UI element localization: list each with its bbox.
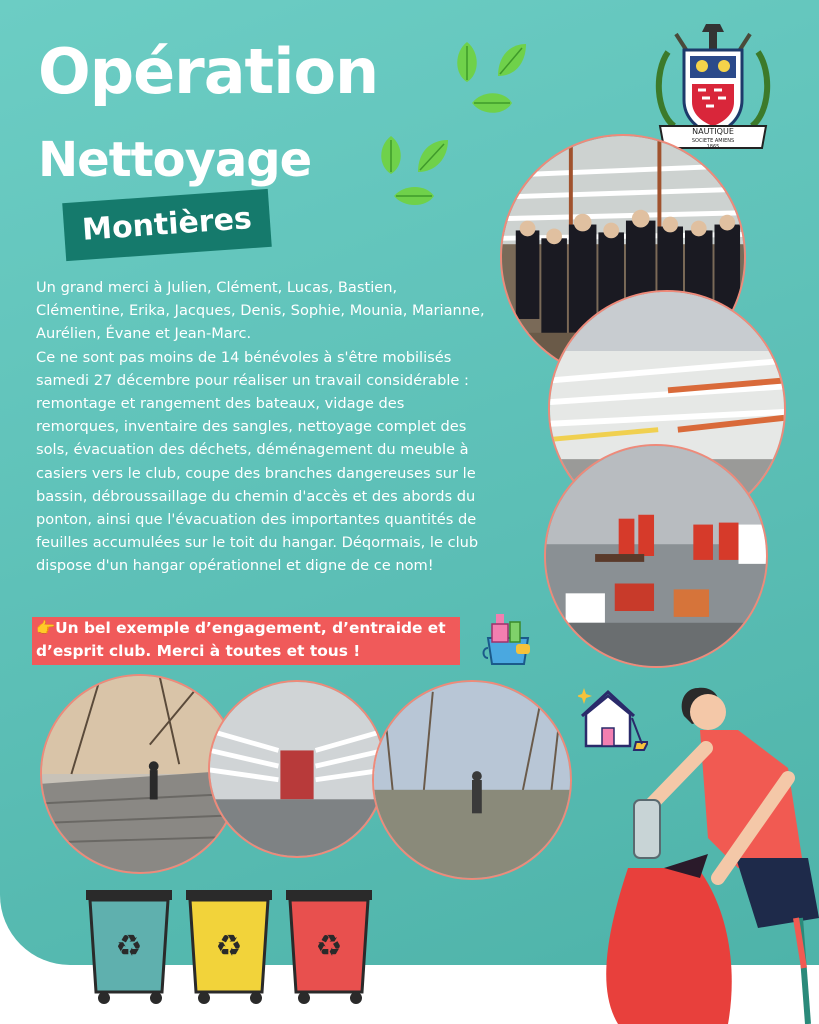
recycle-bin-red	[286, 890, 372, 1004]
photo-hangar-interior	[208, 680, 386, 858]
cleaning-supplies-icon	[480, 608, 536, 668]
crest-banner: NAUTIQUE	[692, 127, 734, 136]
leaf-icon	[452, 40, 482, 84]
title-line-1: Opération	[38, 35, 379, 108]
leaf-icon	[494, 40, 528, 80]
crest-motto: SOCIETE AMIENS	[691, 138, 735, 144]
recycle-bin-teal	[86, 890, 172, 1004]
photo-path-clearing	[372, 680, 572, 880]
recycle-bin-yellow	[186, 890, 272, 1004]
club-crest-logo	[654, 22, 772, 154]
recycling-bins	[80, 880, 380, 1008]
subtitle-text: Montières	[81, 201, 253, 248]
title-line-2: Nettoyage	[38, 132, 312, 188]
svg-text:♻: ♻	[315, 929, 343, 964]
highlight-text: Un bel exemple d’engagement, d’entraide et d’esprit club. Merci à toutes et tous !	[36, 619, 446, 660]
leaf-icon	[392, 182, 436, 210]
highlight-banner	[32, 617, 460, 665]
body-text	[36, 276, 486, 578]
crest-year: 1865	[706, 144, 720, 150]
leaf-icon	[414, 136, 450, 176]
volunteer-illustration	[588, 668, 819, 1024]
photo-storage-room	[544, 444, 768, 668]
details-paragraph: Ce ne sont pas moins de 14 bénévoles à s'être mobilisés samedi 27 décembre pour réaliser un travail considérable : remontage et rangement des bateaux, vidage des remorques, inventaire des sangles, nettoyage complet des sols, évacuation des déchets, déménagement du meuble à casiers vers le club, coupe des branches dangereuses sur le bassin, débroussaillage du chemin d'accès et des abords du ponton, ainsi que l'évacuation des importantes quantités de feuilles accumulées sur le toit du hangar. Déqormais, le club dispose d'un hangar opérationnel et digne de ce nom!	[36, 348, 479, 575]
svg-text:♻: ♻	[215, 929, 243, 964]
leaf-icon	[376, 134, 406, 176]
svg-text:♻: ♻	[115, 929, 143, 964]
leaf-icon	[470, 88, 514, 118]
thanks-paragraph: Un grand merci à Julien, Clément, Lucas, Bastien, Clémentine, Erika, Jacques, Denis, Sophie, Mounia, Marianne, Aurélien, Évane et Jean-Marc.	[36, 279, 485, 343]
pointing-hand-icon: 👉	[36, 619, 56, 637]
